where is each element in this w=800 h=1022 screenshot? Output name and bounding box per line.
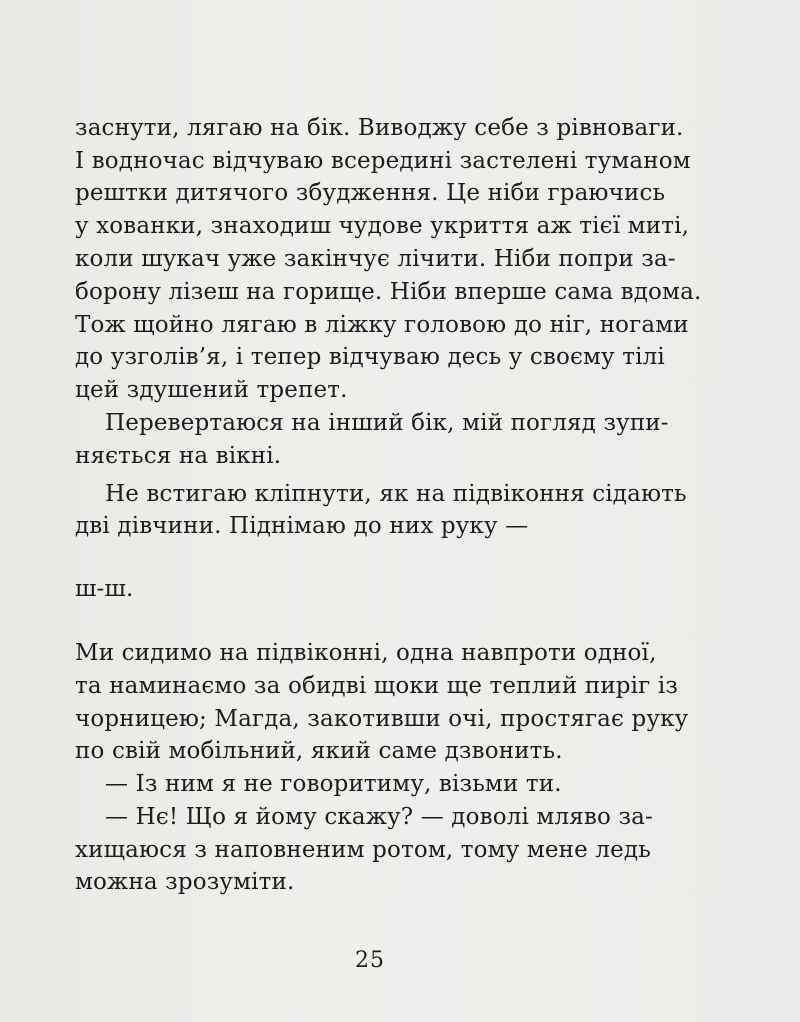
text-line: Ми сидимо на підвіконні, одна навпроти одної,	[75, 640, 657, 666]
text-line: чорницею; Магда, закотивши очі, простягає руку	[75, 706, 689, 732]
text-line: у хованки, знаходиш чудове укриття аж тієї миті,	[75, 213, 690, 239]
text-line: можна зрозуміти.	[75, 869, 295, 895]
text-line: хищаюся з наповненим ротом, тому мене ледь	[75, 837, 651, 863]
text-line: Не встигаю кліпнути, як на підвіконня сідають	[105, 481, 687, 507]
text-line: по свій мобільний, який саме дзвонить.	[75, 738, 563, 764]
text-line: борону лізеш на горище. Ніби вперше сама вдома.	[75, 279, 702, 305]
text-line: рештки дитячого збудження. Це ніби граючись	[75, 180, 666, 206]
text-line: — Нє! Що я йому скажу? — доволі мляво за-	[105, 804, 653, 830]
text-line: Тож щойно лягаю в ліжку головою до ніг, ногами	[75, 312, 689, 338]
text-line: І водночас відчуваю всередині застелені туманом	[75, 148, 691, 174]
text-line: ш-ш.	[75, 576, 134, 602]
text-line: дві дівчини. Піднімаю до них руку —	[75, 513, 529, 539]
text-line: коли шукач уже закінчує лічити. Ніби попри за-	[75, 246, 676, 272]
text-line: та наминаємо за обидві щоки ще теплий пиріг із	[75, 673, 679, 699]
text-line: до узголів’я, і тепер відчуваю десь у своєму тілі	[75, 344, 665, 370]
page-number: 25	[355, 948, 385, 973]
text-line: — Із ним я не говоритиму, візьми ти.	[105, 771, 562, 797]
text-line: цей здушений трепет.	[75, 377, 348, 403]
text-line: няється на вікні.	[75, 443, 282, 469]
text-line: заснути, лягаю на бік. Виводжу себе з рівноваги.	[75, 115, 684, 141]
text-line: Перевертаюся на інший бік, мій погляд зупи-	[105, 410, 669, 436]
